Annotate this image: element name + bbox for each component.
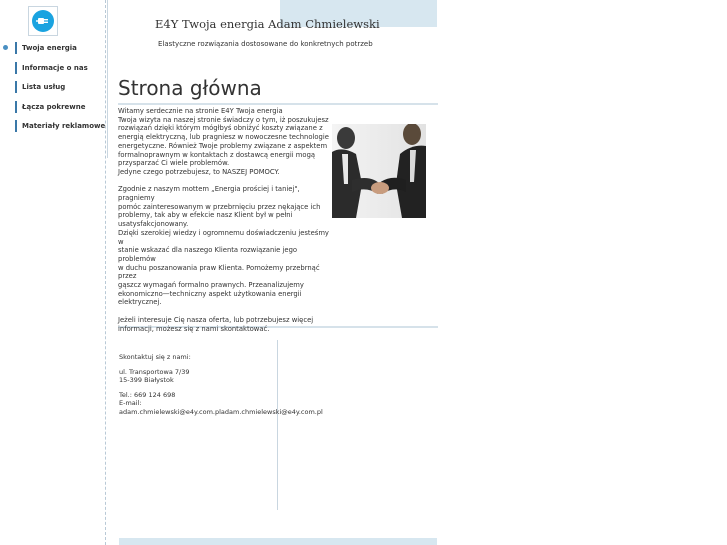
text-line: problemy, tak aby w efekcie nasz Klient był w pełni [118, 211, 293, 220]
intro-paragraph [118, 107, 330, 177]
text-line: rozwiązań dzięki którym mógłbyś obniżyć koszty związane z [118, 124, 323, 133]
main-content [118, 107, 330, 342]
sidebar-item-label: Lista usług [22, 83, 66, 91]
text-line: ekonomiczno—techniczny aspekt użytkowania energii [118, 289, 302, 298]
text-line: informacji, możesz się z nami skontaktować. [118, 324, 270, 333]
site-subtitle: Elastyczne rozwiązania dostosowane do konkretnych potrzeb [158, 40, 373, 48]
contact-heading: Skontaktuj się z nami: [119, 353, 191, 361]
motto-paragraph [118, 185, 330, 307]
text-line: Dzięki szerokiej wiedzy i ogromnemu doświadczeniu jesteśmy w [118, 228, 329, 246]
text-line: formalnoprawnym w kontaktach z dostawcą energii mogą [118, 150, 316, 159]
page-title: Strona główna [118, 76, 262, 100]
contact-block [119, 353, 323, 416]
sidebar-item-label: Twoja energia [22, 44, 77, 52]
sidebar-item-twoja-energia[interactable] [15, 42, 108, 54]
text-line: w duchu poszanowania praw Klienta. Pomożemy przebrnąć przez [118, 263, 320, 281]
text-line: stanie wskazać dla naszego Klienta rozwiązanie jego problemów [118, 246, 298, 263]
title-underline [118, 103, 438, 105]
text-line: usatysfakcjonowany. [118, 220, 189, 229]
contact-city: 15-399 Białystok [119, 376, 174, 384]
text-line: Zgodnie z naszym mottem „Energia prościej i taniej", pragniemy [118, 185, 300, 203]
text-line: Jedyne czego potrzebujesz, to NASZEJ POMOCY. [118, 167, 280, 176]
sidebar-nav [0, 42, 108, 140]
text-line: pomóc zainteresowanym w przebrnięciu przez nękające ich [118, 202, 321, 211]
text-line: gąszcz wymagań formalno prawnych. Przeanalizujemy [118, 281, 304, 290]
contact-street: ul. Transportowa 7/39 [119, 367, 190, 376]
text-line: energetyczne. Również Twoje problemy związane z aspektem [118, 141, 328, 150]
active-bullet-icon [3, 45, 8, 50]
sidebar-item-lista-uslug[interactable] [15, 81, 108, 93]
text-line: Twoja wizyta na naszej stronie świadczy o tym, iż poszukujesz [118, 115, 329, 124]
sidebar-item-label: Łącza pokrewne [22, 102, 86, 111]
cta-paragraph [118, 316, 330, 333]
text-line: Witamy serdecznie na stronie E4Y Twoja energia [118, 107, 283, 115]
text-line: przysparzać Ci wiele problemów. [118, 159, 230, 168]
text-line: Jeżeli interesuje Cię nasza oferta, lub potrzebujesz więcej [118, 315, 314, 324]
sidebar-item-label: Informacje o nas [22, 63, 88, 72]
sidebar-item-lacza-pokrewne[interactable] [15, 101, 108, 113]
sidebar-item-materialy-reklamowe[interactable] [15, 120, 108, 132]
sidebar-item-label: Materiały reklamowe [22, 122, 106, 130]
text-line: energią elektryczną, lub pragniesz w nowoczesne technologie [118, 133, 329, 142]
logo[interactable] [28, 6, 58, 36]
plug-icon [32, 10, 54, 32]
contact-email-label: E-mail: [119, 399, 142, 407]
contact-phone: Tel.: 669 124 698 [119, 390, 176, 399]
handshake-image [332, 124, 426, 218]
contact-email-link[interactable]: adam.chmielewski@e4y.com.pladam.chmielewski@e4y.com.pl [119, 407, 323, 416]
footer-band [119, 538, 437, 545]
site-title: E4Y Twoja energia Adam Chmielewski [155, 17, 380, 31]
text-line: elektrycznej. [118, 298, 162, 307]
sidebar-item-informacje-o-nas[interactable] [15, 62, 108, 74]
